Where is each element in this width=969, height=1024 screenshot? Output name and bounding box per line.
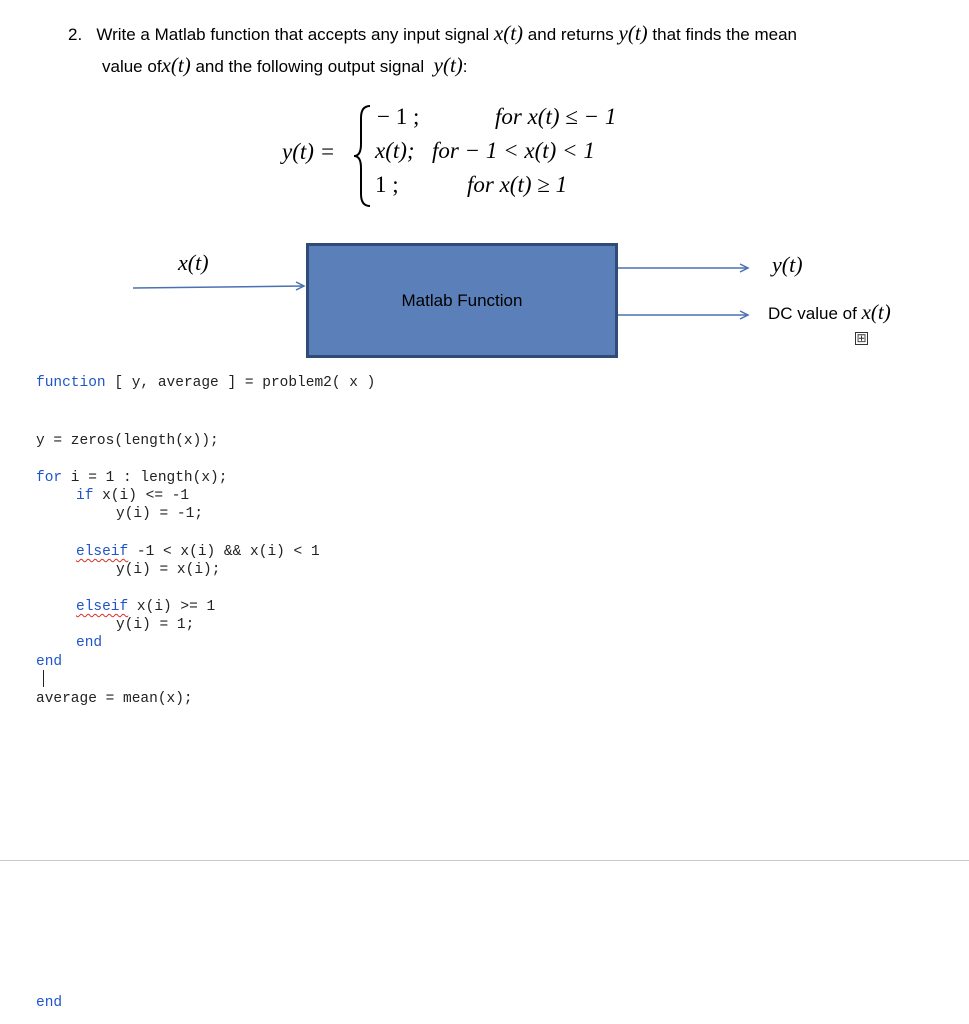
- case3-condition: for x(t) ≥ 1: [467, 172, 568, 197]
- code-line-if: if x(i) <= -1: [76, 488, 190, 504]
- output-dc-var: x(t): [861, 300, 891, 324]
- equation-lhs: y(t) =: [282, 139, 336, 164]
- case2-condition: for − 1 < x(t) < 1: [432, 138, 595, 163]
- x-of-t-1: x(t): [493, 21, 524, 45]
- code-line-for: for i = 1 : length(x);: [36, 470, 228, 486]
- expand-icon[interactable]: ⊞: [856, 331, 867, 345]
- code-line-elseif-2: elseif x(i) >= 1: [76, 599, 216, 615]
- output-y-label: y(t): [772, 252, 803, 277]
- case3-value: 1 ;: [375, 172, 399, 197]
- question-text-1c: that finds the mean: [652, 25, 797, 44]
- output-dc-label: DC value of x(t): [768, 300, 891, 324]
- matlab-function-block: [306, 243, 618, 358]
- question-number: 2.: [68, 25, 83, 44]
- code-line-average: average = mean(x);: [36, 691, 193, 707]
- question-text-2a: value of: [102, 57, 162, 76]
- input-arrow: [133, 286, 304, 288]
- y-of-t-1: y(t): [618, 21, 648, 45]
- case1-value: − 1 ;: [377, 104, 420, 129]
- case2-value: x(t);: [375, 138, 415, 163]
- code-line-assign-neg: y(i) = -1;: [116, 506, 204, 522]
- code-line-elseif-1: elseif -1 < x(i) && x(i) < 1: [76, 544, 320, 560]
- question-text-1a: Write a Matlab function that accepts any input signal: [96, 25, 490, 44]
- y-of-t-2: y(t): [433, 53, 463, 77]
- question-colon: :: [462, 57, 468, 76]
- code-line-end-for: end: [36, 654, 63, 670]
- question-text-2b: and the following output signal: [195, 57, 425, 76]
- code-line-function: function [ y, average ] = problem2( x ): [36, 375, 376, 391]
- input-label: x(t): [178, 250, 209, 275]
- code-line-assign-x: y(i) = x(i);: [116, 562, 221, 578]
- page-divider: [0, 860, 969, 861]
- case1-condition: for x(t) ≤ − 1: [495, 104, 617, 129]
- x-of-t-2: x(t): [161, 53, 191, 77]
- code-line-assign-pos: y(i) = 1;: [116, 617, 195, 633]
- text-cursor: [43, 670, 44, 687]
- code-line-end-if: end: [76, 635, 103, 651]
- block-label: Matlab Function: [401, 290, 523, 310]
- code-line-end-function: end: [36, 995, 63, 1011]
- question-text-1b: and returns: [527, 25, 614, 44]
- code-line-zeros: y = zeros(length(x));: [36, 433, 219, 449]
